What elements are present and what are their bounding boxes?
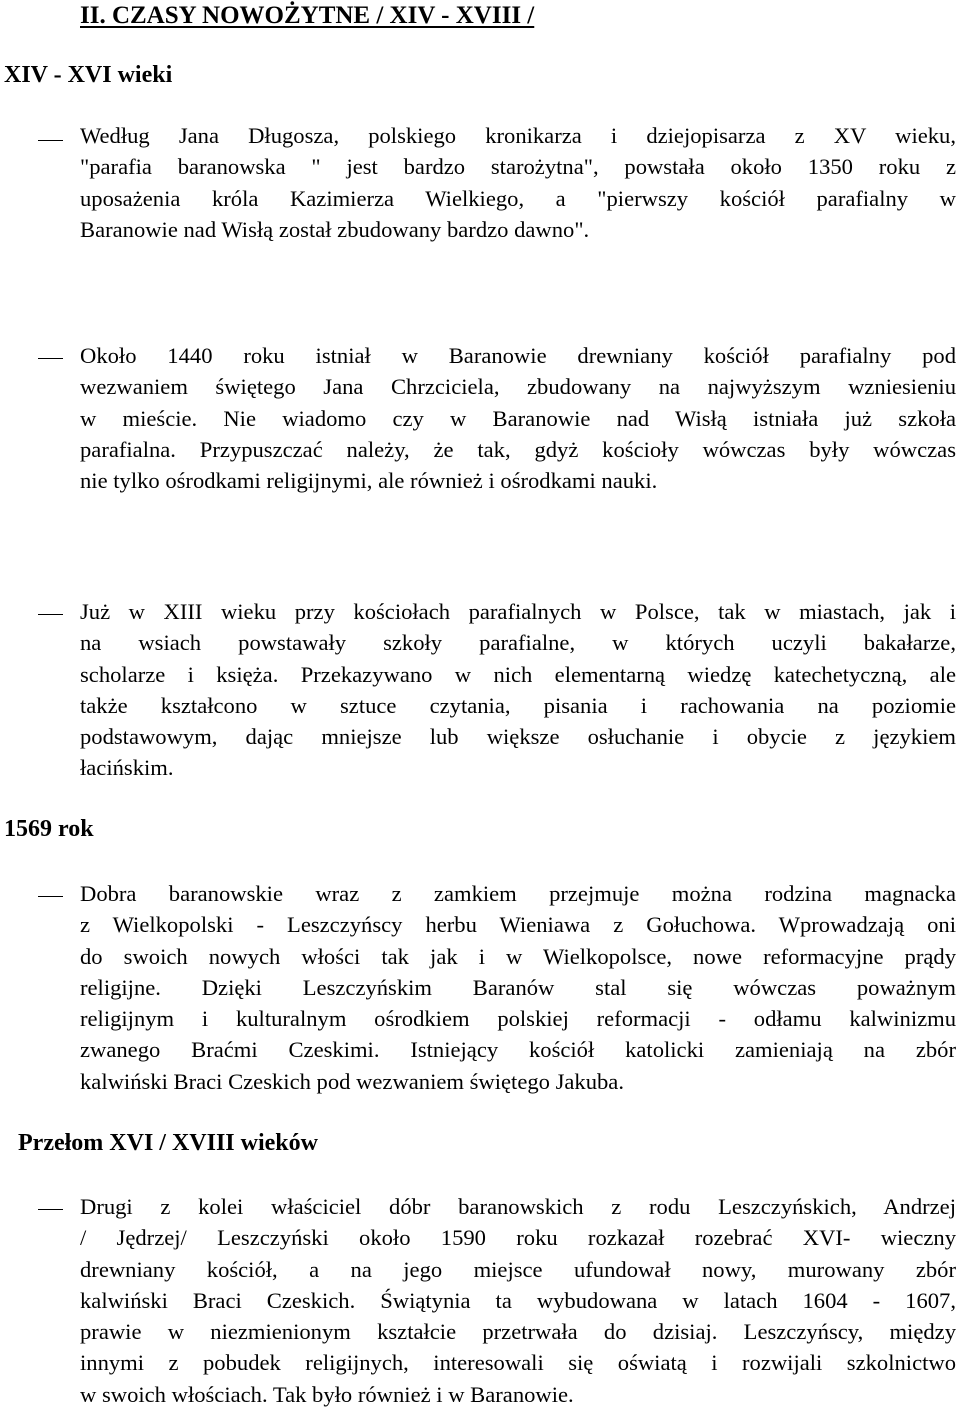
section-heading-przelom: Przełom XVI / XVIII wieków <box>18 1130 318 1156</box>
paragraph-line: wezwaniem świętego Jana Chrzciciela, zbudowany na najwyższym wzniesieniu <box>80 374 956 400</box>
paragraph-line: podstawowym, dając mniejsze lub większe osłuchanie i obycie z językiem <box>80 724 956 750</box>
bullet-dash <box>38 358 63 359</box>
paragraph-kosciol-1440 <box>80 340 956 496</box>
paragraph-line: uposażenia króla Kazimierza Wielkiego, a "pierwszy kościół parafialny w <box>80 185 956 211</box>
paragraph-leszczynscy <box>80 878 956 1097</box>
paragraph-szkoly-parafialne <box>80 596 956 784</box>
paragraph-line: kalwiński Braci Czeskich. Świątynia ta wybudowana w latach 1604 - 1607, <box>80 1287 956 1313</box>
bullet-dash <box>38 614 63 615</box>
paragraph-dlugosz <box>80 120 956 245</box>
section-heading-1569: 1569 rok <box>4 816 94 842</box>
bullet-dash <box>38 896 63 897</box>
page-title: II. CZASY NOWOŻYTNE / XIV - XVIII / <box>80 2 535 29</box>
bullet-dash <box>38 1209 63 1210</box>
paragraph-line: łacińskim. <box>80 755 174 781</box>
paragraph-line: prawie w niezmienionym kształcie przetrwała do dzisiaj. Leszczyńscy, między <box>80 1319 956 1345</box>
section-heading-xiv-xvi: XIV - XVI wieki <box>4 62 173 88</box>
paragraph-line: Według Jana Długosza, polskiego kronikarza i dziejopisarza z XV wieku, <box>80 123 956 148</box>
paragraph-line: Drugi z kolei właściciel dóbr baranowskich z rodu Leszczyńskich, Andrzej <box>80 1194 956 1219</box>
paragraph-line: scholarze i księża. Przekazywano w nich elementarną wiedzę katechetyczną, ale <box>80 661 956 687</box>
paragraph-line: w mieście. Nie wiadomo czy w Baranowie nad Wisłą istniała już szkoła <box>80 405 956 431</box>
paragraph-line: drewniany kościół, a na jego miejsce ufundował nowy, murowany zbór <box>80 1256 956 1282</box>
paragraph-line: nie tylko ośrodkami religijnymi, ale również i ośrodkami nauki. <box>80 468 658 494</box>
bullet-dash <box>38 140 63 141</box>
paragraph-line: na wsiach powstawały szkoły parafialne, w których uczyli bakałarze, <box>80 630 956 656</box>
paragraph-line: "parafia baranowska " jest bardzo starożytna", powstała około 1350 roku z <box>80 154 956 180</box>
paragraph-line: także kształcono w sztuce czytania, pisania i rachowania na poziomie <box>80 692 956 718</box>
paragraph-line: Już w XIII wieku przy kościołach parafialnych w Polsce, tak w miastach, jak i <box>80 599 956 624</box>
paragraph-line: Dobra baranowskie wraz z zamkiem przejmuje można rodzina magnacka <box>80 881 956 906</box>
paragraph-line: zwanego Braćmi Czeskimi. Istniejący kościół katolicki zamieniają na zbór <box>80 1037 956 1063</box>
paragraph-line: religijnym i kulturalnym ośrodkiem polskiej reformacji - odłamu kalwinizmu <box>80 1006 956 1032</box>
paragraph-line: religijne. Dzięki Leszczyńskim Baranów stal się wówczas poważnym <box>80 974 956 1000</box>
paragraph-line: parafialna. Przypuszczać należy, że tak, gdyż kościoły wówczas były wówczas <box>80 436 956 462</box>
paragraph-zbor-kalwinski <box>80 1191 956 1410</box>
paragraph-line: Około 1440 roku istniał w Baranowie drewniany kościół parafialny pod <box>80 343 956 368</box>
paragraph-line: innymi z pobudek religijnych, interesowali się oświatą i rozwijali szkolnictwo <box>80 1350 956 1376</box>
paragraph-line: w swoich włościach. Tak było również i w Baranowie. <box>80 1381 574 1407</box>
paragraph-line: do swoich nowych włości tak jak i w Wielkopolsce, nowe reformacyjne prądy <box>80 943 956 969</box>
paragraph-line: / Jędrzej/ Leszczyński około 1590 roku rozkazał rozebrać XVI- wieczny <box>80 1225 956 1251</box>
paragraph-line: z Wielkopolski - Leszczyńscy herbu Wieniawa z Gołuchowa. Wprowadzają oni <box>80 912 956 938</box>
paragraph-line: Baranowie nad Wisłą został zbudowany bardzo dawno". <box>80 216 590 242</box>
paragraph-line: kalwiński Braci Czeskich pod wezwaniem świętego Jakuba. <box>80 1068 624 1094</box>
